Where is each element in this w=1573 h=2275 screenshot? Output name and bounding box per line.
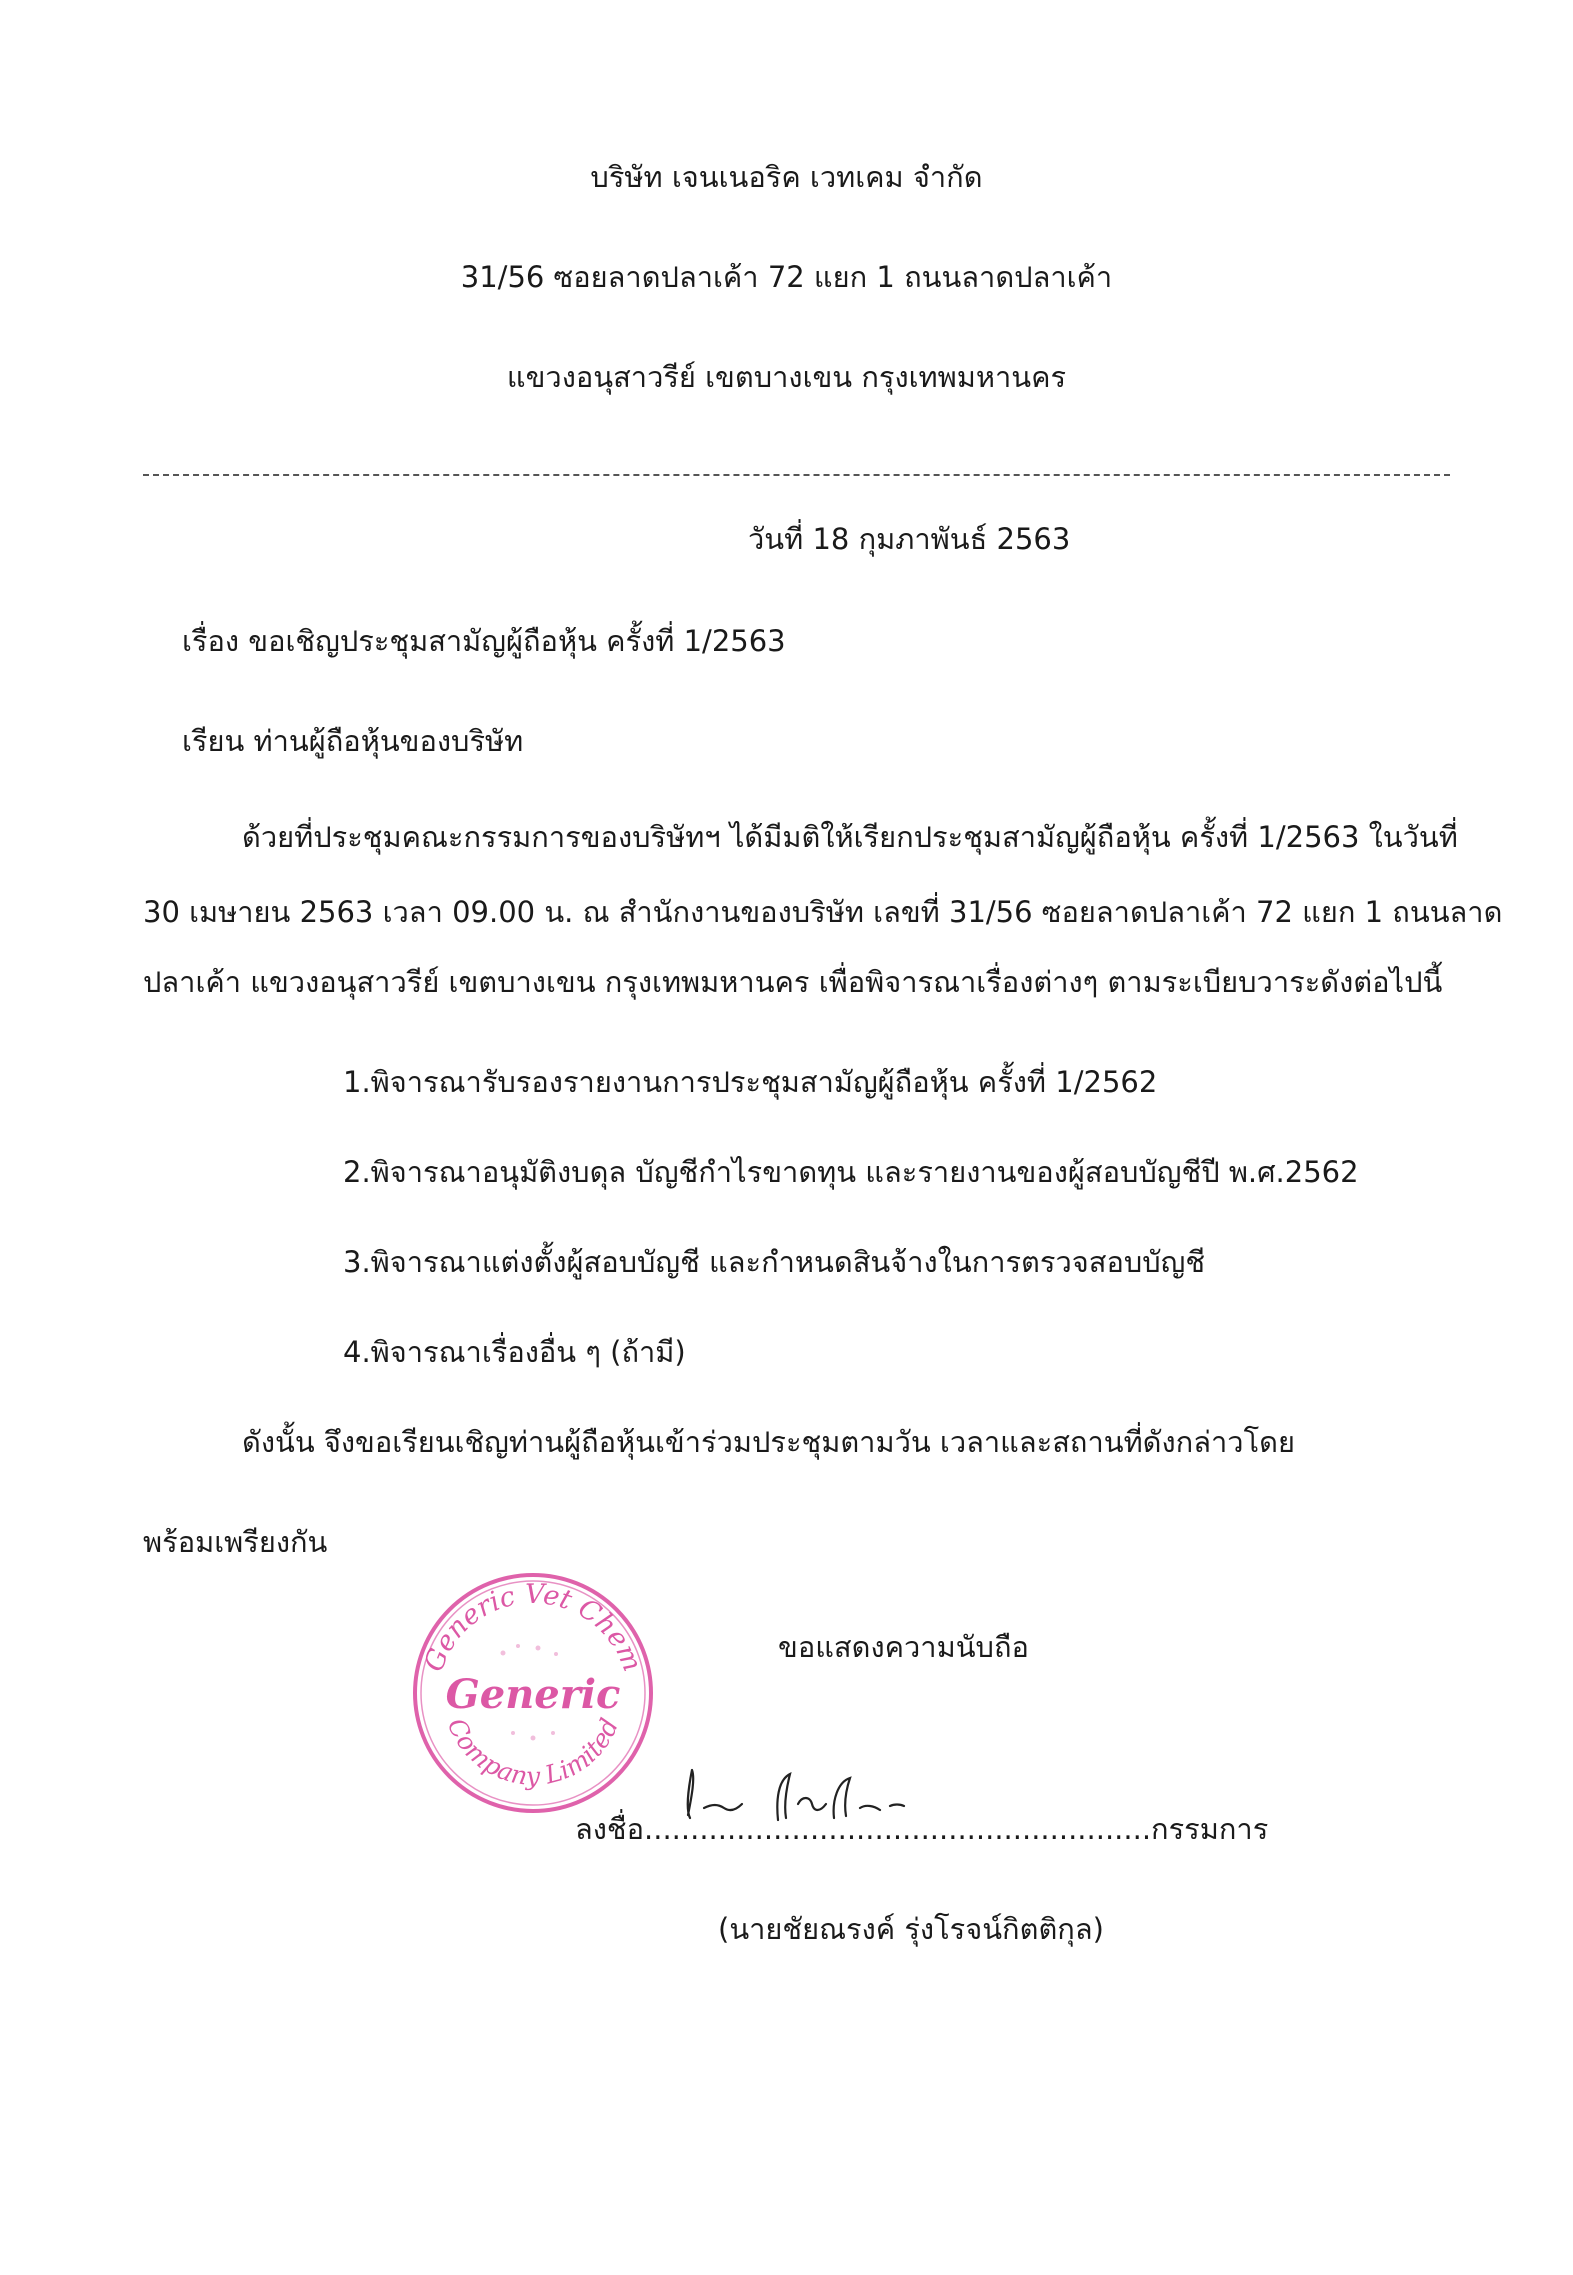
company-stamp [408, 1568, 658, 1818]
company-name: บริษัท เจนเนอริค เวทเคม จำกัด [590, 160, 983, 194]
agenda-item: 3.พิจารณาแต่งตั้งผู้สอบบัญชี และกำหนดสินจ้างในการตรวจสอบบัญชี [343, 1245, 1206, 1279]
svg-text:Generic Vet Chem [418, 1579, 647, 1676]
agenda-item: 1.พิจารณารับรองรายงานการประชุมสามัญผู้ถือหุ้น ครั้งที่ 1/2562 [343, 1065, 1158, 1099]
letter-date: วันที่ 18 กุมภาพันธ์ 2563 [748, 522, 1071, 556]
stamp-top-text: Generic Vet Chem [418, 1578, 648, 1676]
header-divider [143, 474, 1450, 476]
signature-line: ลงชื่อ.......................................................กรรมการ [575, 1812, 1269, 1846]
closing-line-1: ดังนั้น จึงขอเรียนเชิญท่านผู้ถือหุ้นเข้าร่วมประชุมตามวัน เวลาและสถานที่ดังกล่าวโดย [242, 1425, 1295, 1459]
address-line-1: 31/56 ซอยลาดปลาเค้า 72 แยก 1 ถนนลาดปลาเค้า [460, 260, 1113, 294]
closing-line-2: พร้อมเพรียงกัน [143, 1525, 328, 1559]
signer-name: (นายชัยณรงค์ รุ่งโรจน์กิตติกุล) [718, 1912, 1104, 1946]
stamp-center-text: Generic [445, 1671, 621, 1718]
svg-text:Company Limited [442, 1714, 624, 1791]
stamp-bottom-text: Company Limited [441, 1713, 625, 1791]
address-line-2: แขวงอนุสาวรีย์ เขตบางเขน กรุงเทพมหานคร [506, 360, 1067, 394]
body-line-1: ด้วยที่ประชุมคณะกรรมการของบริษัทฯ ได้มีมติให้เรียกประชุมสามัญผู้ถือหุ้น ครั้งที่ 1/2563 ในวันที่ [242, 820, 1458, 854]
body-line-3: ปลาเค้า แขวงอนุสาวรีย์ เขตบางเขน กรุงเทพมหานคร เพื่อพิจารณาเรื่องต่างๆ ตามระเบียบวาระดังต่อไปนี้ [143, 965, 1443, 999]
agenda-item: 4.พิจารณาเรื่องอื่น ๆ (ถ้ามี) [343, 1335, 686, 1369]
agenda-item: 2.พิจารณาอนุมัติงบดุล บัญชีกำไรขาดทุน และรายงานของผู้สอบบัญชีปี พ.ศ.2562 [343, 1155, 1359, 1189]
letter-salutation: เรียน ท่านผู้ถือหุ้นของบริษัท [182, 724, 524, 758]
regards-text: ขอแสดงความนับถือ [778, 1630, 1029, 1664]
letter-subject: เรื่อง ขอเชิญประชุมสามัญผู้ถือหุ้น ครั้งที่ 1/2563 [182, 624, 786, 658]
body-line-2: 30 เมษายน 2563 เวลา 09.00 น. ณ สำนักงานของบริษัท เลขที่ 31/56 ซอยลาดปลาเค้า 72 แยก 1 ถนนลาด [143, 895, 1503, 929]
